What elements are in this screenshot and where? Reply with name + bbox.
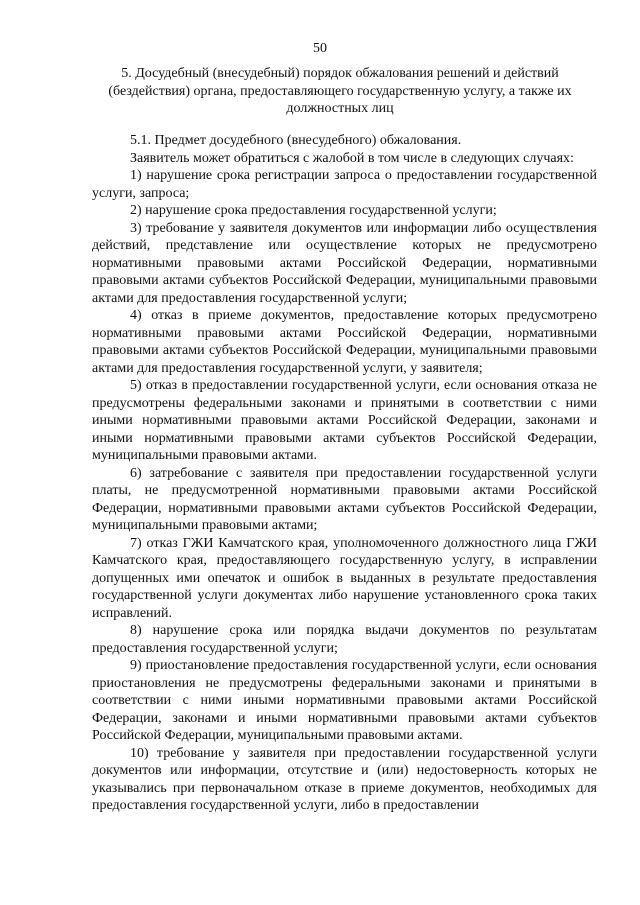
list-item-4: 4) отказ в приеме документов, предоставление которых предусмотрено нормативными правовыми актами Российской Федерации, нормативными правовыми актами субъектов Российской Федерации, муниципальными правовыми актами для предоставления государственной услуги, у заявителя; — [92, 308, 597, 376]
paragraph-intro: Заявитель может обратиться с жалобой в том числе в следующих случаях: — [130, 150, 574, 166]
list-item-9: 9) приостановление предоставления государственной услуги, если основания приостановления не предусмотрены федеральными законами и принятыми в соответствии с ними иными нормативными правовыми актами Российской Федерации, законами и иными нормативными правовыми актами субъектов Российской Федерации, муниципальными правовыми актами. — [92, 658, 597, 743]
list-item-6: 6) затребование с заявителя при предоставлении государственной услуги платы, не предусмотренной нормативными правовыми актами Российской Федерации, нормативными правовыми актами субъектов Российской Федерации, муниципальными правовыми актами; — [92, 465, 597, 533]
document-body — [92, 132, 597, 815]
paragraph-subsection-5-1: 5.1. Предмет досудебного (внесудебного) обжалования. — [130, 133, 462, 148]
list-item-7: 7) отказ ГЖИ Камчатского края, уполномоченного должностного лица ГЖИ Камчатского края, предоставляющего государственную услугу, в исправлении допущенных ими опечаток и ошибок в выданных в результате предоставления государственной услуги документах либо нарушение установленного срока таких исправлений. — [92, 535, 597, 621]
list-item-1: 1) нарушение срока регистрации запроса о предоставлении государственной услуги, запроса; — [92, 168, 597, 201]
list-item-5: 5) отказ в предоставлении государственной услуги, если основания отказа не предусмотрены федеральными законами и принятыми в соответствии с ними иными нормативными правовыми актами Российской Федерации, законами и иными нормативными правовыми актами субъектов Российской Федерации, муниципальными правовыми актами. — [92, 378, 597, 463]
page-number: 50 — [313, 41, 327, 56]
list-item-2: 2) нарушение срока предоставления государственной услуги; — [130, 203, 497, 218]
list-item-10: 10) требование у заявителя при предоставлении государственной услуги документов или информации, отсутствие и (или) недостоверность которых не указывались при первоначальном отказе в приеме документов, необходимых для предоставления государственной услуги, либо в предоставлении — [92, 745, 597, 813]
section-heading: 5. Досудебный (внесудебный) порядок обжалования решений и действий (бездействия) органа, предоставляющего государственную услугу, а также их должностных лиц — [108, 66, 572, 116]
list-item-8: 8) нарушение срока или порядка выдачи документов по результатам предоставления государственной услуги; — [92, 623, 597, 656]
list-item-3: 3) требование у заявителя документов или информации либо осуществления действий, представление или осуществление которых не предусмотрено нормативными правовыми актами Российской Федерации, нормативными правовыми актами субъектов Российской Федерации, муниципальными правовыми актами для предоставления государственной услуги; — [92, 220, 597, 306]
